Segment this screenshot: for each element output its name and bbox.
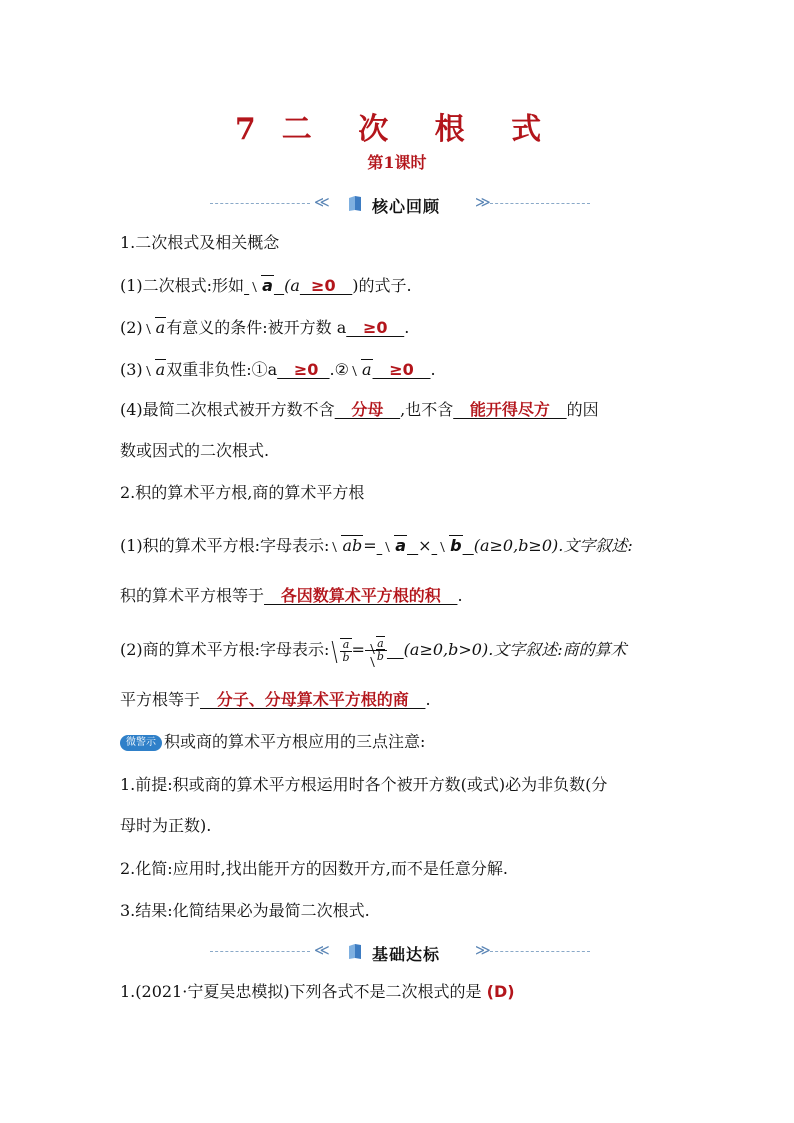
section-header-review bbox=[210, 192, 590, 216]
double-chevron-left-icon: ≪ bbox=[314, 941, 330, 959]
tip-lead: 微警示 积或商的算术平方根应用的三点注意: bbox=[120, 732, 425, 752]
lesson-subtitle: 第1课时 bbox=[367, 153, 427, 172]
fraction-of-roots: $\frac{a}{b}$ bbox=[365, 638, 387, 663]
section-header-basic bbox=[210, 940, 590, 964]
review-line-3: (3) a双重非负性:①a ≥0 .② a ≥0 . bbox=[120, 360, 436, 379]
answer-blank: 分母 bbox=[334, 400, 401, 419]
sqrt-a: a bbox=[350, 360, 373, 380]
review-item-1: 1.二次根式及相关概念 bbox=[120, 233, 280, 252]
sqrt-a: a bbox=[144, 318, 167, 338]
lesson-title bbox=[0, 104, 794, 148]
question-1: 1.(2021·宁夏吴忠模拟)下列各式不是二次根式的是 (D) bbox=[120, 982, 515, 1001]
divider bbox=[210, 203, 310, 204]
lesson-title-text: 二 次 根 式 bbox=[281, 112, 560, 147]
sqrt-b: b bbox=[438, 536, 462, 556]
double-chevron-right-icon: ≫ bbox=[475, 941, 491, 959]
divider bbox=[490, 203, 590, 204]
review-line-2: (2) a有意义的条件:被开方数 a ≥0 . bbox=[120, 318, 410, 337]
sqrt-ab: ab bbox=[330, 536, 363, 556]
divider bbox=[490, 951, 590, 952]
answer-blank: 各因数算术平方根的积 bbox=[264, 586, 458, 605]
double-chevron-left-icon: ≪ bbox=[314, 193, 330, 211]
answer-blank: 分子、分母算术平方根的商 bbox=[200, 690, 426, 709]
review-line-4b: 数或因式的二次根式. bbox=[120, 441, 270, 460]
sqrt-a: a bbox=[383, 536, 407, 556]
question-answer: (D) bbox=[486, 982, 515, 1001]
book-icon bbox=[348, 943, 362, 960]
double-chevron-right-icon: ≫ bbox=[475, 193, 491, 211]
review-line-6b: 平方根等于 分子、分母算术平方根的商 . bbox=[120, 690, 431, 709]
answer-blank: ≥0 bbox=[299, 276, 353, 295]
tip-line-1b: 母时为正数). bbox=[120, 816, 212, 835]
tip-line-2: 2.化简:应用时,找出能开方的因数开方,而不是任意分解. bbox=[120, 859, 508, 878]
answer-blank: ≥0 bbox=[372, 360, 431, 379]
section-title: 核心回顾 bbox=[372, 197, 441, 216]
answer-blank: ≥0 bbox=[346, 318, 405, 337]
lesson-number: 7 bbox=[234, 112, 256, 147]
review-line-5: (1)积的算术平方根:字母表示: ab= a × b (a≥0,b≥0).文字叙述: bbox=[120, 536, 633, 555]
warning-badge: 微警示 bbox=[120, 735, 162, 751]
review-line-4: (4)最简二次根式被开方数不含 分母 ,也不含 能开得尽方 的因 bbox=[120, 400, 599, 419]
review-line-1: (1)二次根式:形如 a (a ≥0 )的式子. bbox=[120, 276, 412, 295]
divider bbox=[210, 951, 310, 952]
book-icon bbox=[348, 195, 362, 212]
tip-line-1: 1.前提:积或商的算术平方根运用时各个被开方数(或式)必为非负数(分 bbox=[120, 775, 608, 794]
review-item-2: 2.积的算术平方根,商的算术平方根 bbox=[120, 483, 365, 502]
review-line-6: (2)商的算术平方根:字母表示: $\frac{a}{b}$ = $\frac{a}{b}$ (a≥0,b>0).文字叙述:商的算术 bbox=[120, 630, 627, 670]
review-line-5b: 积的算术平方根等于 各因数算术平方根的积 . bbox=[120, 586, 463, 605]
tip-line-3: 3.结果:化简结果必为最简二次根式. bbox=[120, 901, 370, 920]
sqrt-a: a bbox=[250, 276, 274, 296]
answer-blank: ≥0 bbox=[277, 360, 330, 379]
section-title: 基础达标 bbox=[372, 945, 441, 964]
answer-blank: 能开得尽方 bbox=[453, 400, 567, 419]
sqrt-fraction: $\frac{a}{b}$ bbox=[329, 631, 351, 671]
sqrt-a: a bbox=[144, 360, 167, 380]
